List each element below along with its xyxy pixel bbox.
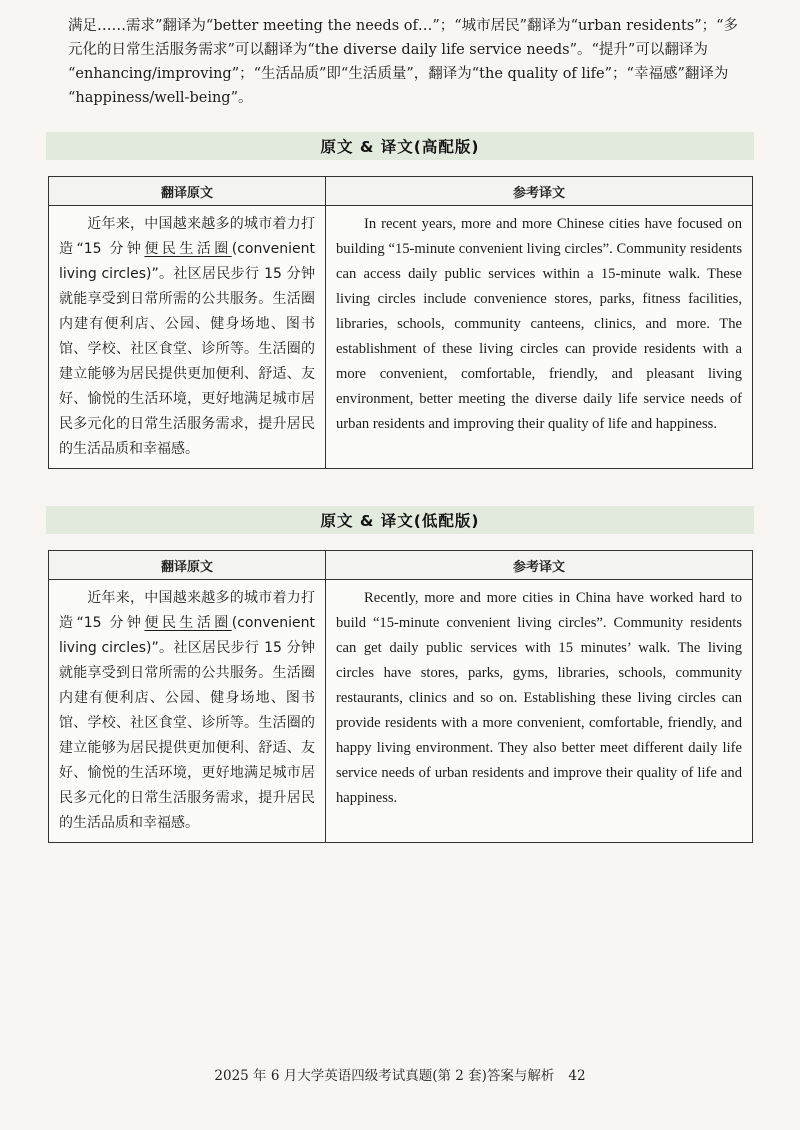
source-text-pre: 近年来，中国越来越多的城市着力打造“15 分钟: [59, 590, 315, 631]
target-text-cell: [326, 206, 753, 469]
translation-table-low: [48, 550, 753, 843]
column-header-target: 参考译文: [326, 177, 753, 206]
column-header-source: 翻译原文: [49, 177, 326, 206]
column-header-source: 翻译原文: [49, 551, 326, 580]
source-text-cell: [49, 580, 326, 843]
target-text: Recently, more and more cities in China have worked hard to build “15-minute convenient living circles”. Community residents can get daily public services with 15 minutes’ walk. The living circles have stores, parks, gyms, libraries, schools, community restaurants, clinics and so on. Establishing these living circles can provide residents with a more convenient, comfortable, friendly, and happy living environment. They also better meet different daily life service needs of urban residents and improve their quality of life and happiness.: [336, 590, 742, 806]
page-footer: [0, 1064, 800, 1084]
page-number: 42: [568, 1068, 586, 1084]
source-text-post: (convenient living circles)”。社区居民步行 15 分钟就能享受到日常所需的公共服务。生活圈内建有便利店、公园、健身场地、图书馆、学校、社区食堂、诊所等。生活圈的建立能够为居民提供更加便利、舒适、友好、愉悦的生活环境，更好地满足城市居民多元化的日常生活服务需求，提升居民的生活品质和幸福感。: [59, 615, 315, 831]
source-key-term: 便民生活圈: [144, 615, 232, 631]
intro-line: “happiness/well-being”。: [68, 90, 253, 106]
intro-line: 满足……需求”翻译为“better meeting the needs of…”；“城市居民”翻译为“urban residents”；“多: [68, 18, 739, 34]
target-text-cell: [326, 580, 753, 843]
intro-line: “enhancing/improving”；“生活品质”即“生活质量”，翻译为“the quality of life”；“幸福感”翻译为: [68, 66, 729, 82]
source-key-term: 便民生活圈: [144, 241, 232, 257]
section-title-low: 原文 & 译文(低配版): [46, 506, 754, 534]
target-text: In recent years, more and more Chinese cities have focused on building “15-minute convenient living circles”. Community residents can access daily public services within a 15-minute walk. These living circles include convenience stores, parks, fitness facilities, libraries, schools, community canteens, clinics, and more. The establishment of these living circles can provide residents with a more convenient, comfortable, friendly, and pleasant living environment, better meeting the diverse daily life service needs of urban residents and improving their quality of life and happiness.: [336, 216, 742, 432]
intro-line: 元化的日常生活服务需求”可以翻译为“the diverse daily life service needs”。“提升”可以翻译为: [68, 42, 708, 58]
section-title-high: 原文 & 译文(高配版): [46, 132, 754, 160]
source-text-cell: [49, 206, 326, 469]
translation-table-high: [48, 176, 753, 469]
source-text-post: (convenient living circles)”。社区居民步行 15 分钟就能享受到日常所需的公共服务。生活圈内建有便利店、公园、健身场地、图书馆、学校、社区食堂、诊所等。生活圈的建立能够为居民提供更加便利、舒适、友好、愉悦的生活环境，更好地满足城市居民多元化的日常生活服务需求，提升居民的生活品质和幸福感。: [59, 241, 315, 457]
intro-paragraph: [68, 14, 756, 110]
footer-title: 2025 年 6 月大学英语四级考试真题(第 2 套)答案与解析: [214, 1068, 555, 1084]
source-text-pre: 近年来，中国越来越多的城市着力打造“15 分钟: [59, 216, 315, 257]
column-header-target: 参考译文: [326, 551, 753, 580]
